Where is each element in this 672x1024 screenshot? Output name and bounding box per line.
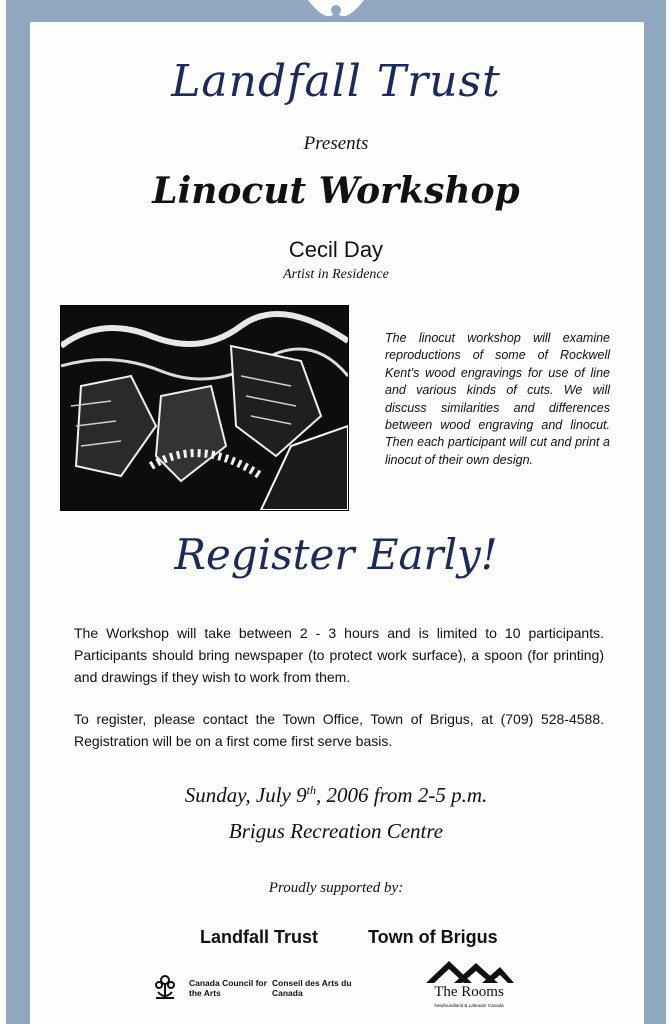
workshop-description: The linocut workshop will examine reproductions of some of Rockwell Kent's wood engravings for use of line and various kinds of cuts. We will discuss similarities and differences between wood engraving and linocut. Then each participant will cut and print a linocut of their own design. — [385, 331, 610, 467]
registration-info: To register, please contact the Town Office, Town of Brigus, at (709) 528-4588. Registration will be on a first come first serve basis. — [74, 711, 604, 749]
frame-ornament-icon — [296, 0, 376, 26]
presents-label: Presents — [303, 133, 369, 154]
artist-role: Artist in Residence — [283, 267, 389, 282]
event-date-suffix: th — [306, 783, 316, 797]
sponsor-town-of-brigus: Town of Brigus — [368, 927, 498, 947]
canada-council-en: Canada Council for the Arts — [189, 978, 267, 998]
the-rooms-subtitle: Newfoundland & Labrador Canada — [434, 1003, 504, 1008]
event-title: Linocut Workshop — [152, 170, 520, 212]
artist-name: Cecil Day — [288, 237, 384, 262]
sponsor-landfall-trust: Landfall Trust — [200, 927, 319, 947]
event-date — [0, 783, 672, 808]
event-date-main: Sunday, July 9 — [184, 783, 307, 807]
the-rooms-name: The Rooms — [434, 984, 504, 1000]
canada-council-logo-icon — [150, 972, 180, 1002]
event-date-time: , 2006 from 2-5 p.m. — [315, 783, 488, 807]
event-venue: Brigus Recreation Centre — [228, 819, 444, 843]
supported-by-heading: Proudly supported by: — [268, 880, 404, 896]
the-rooms-logo-icon — [424, 957, 514, 985]
canada-council-fr: Conseil des Arts du Canada — [272, 978, 352, 998]
register-heading: Register Early! — [174, 530, 498, 579]
workshop-details: The Workshop will take between 2 - 3 hours and is limited to 10 participants. Participants should bring newspaper (to protect work surface), a spoon (for printing) and drawings if they wish to work from them. — [74, 625, 604, 685]
linocut-artwork-image — [60, 305, 349, 511]
organization-title: Landfall Trust — [171, 56, 501, 107]
